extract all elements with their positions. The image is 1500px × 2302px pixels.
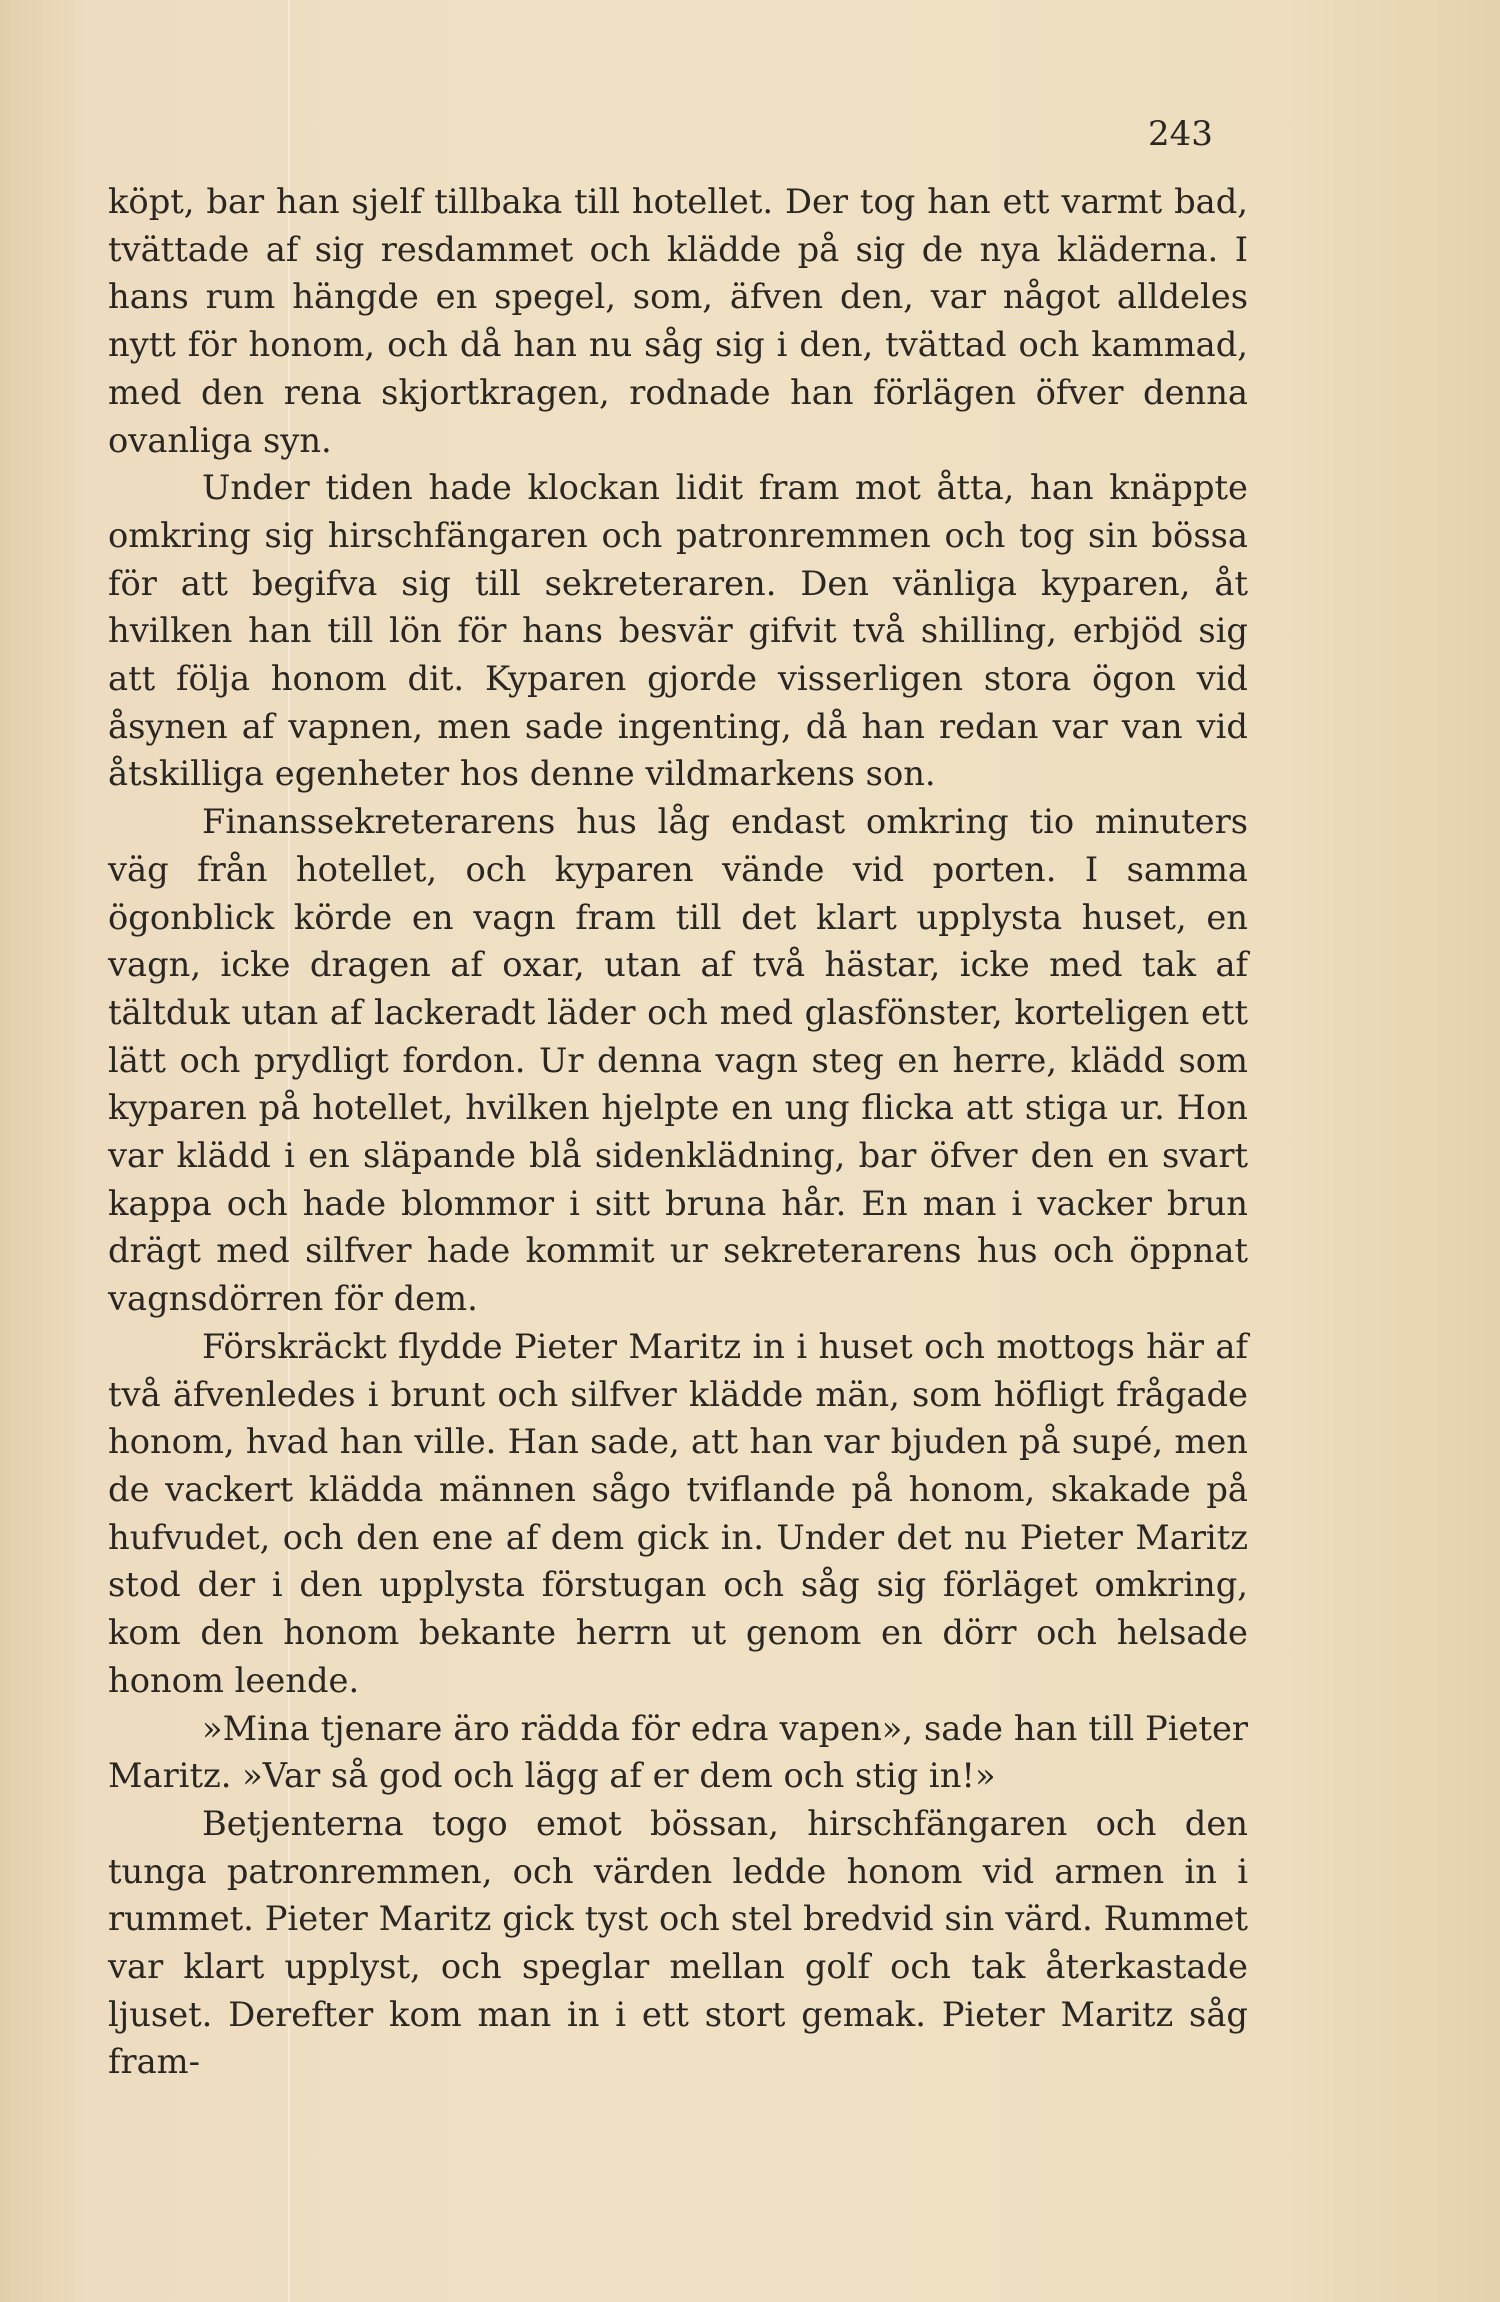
page-number: 243 xyxy=(1148,114,1213,154)
body-text xyxy=(108,178,1248,2086)
paragraph-1: köpt, bar han sjelf tillbaka till hotellet. Der tog han ett varmt bad, tvättade af sig resdammet och klädde på sig de nya kläderna. I hans rum hängde en spegel, som, äfven den, var något alldeles nytt för honom, och då han nu såg sig i den, tvättad och kammad, med den rena skjortkragen, rodnade han förlägen öfver denna ovanliga syn. xyxy=(108,182,1248,460)
paragraph-6: Betjenterna togo emot bössan, hirschfängaren och den tunga patronremmen, och värden ledde honom vid armen in i rummet. Pieter Maritz gick tyst och stel bredvid sin värd. Rummet var klart upplyst, och speglar mellan golf och tak återkastade ljuset. Derefter kom man in i ett stort gemak. Pieter Maritz såg fram- xyxy=(108,1803,1248,2082)
paragraph-2: Under tiden hade klockan lidit fram mot åtta, han knäppte omkring sig hirschfängaren och patronremmen och tog sin bössa för att begifva sig till sekreteraren. Den vänliga kyparen, åt hvilken han till lön för hans besvär gifvit två shilling, erbjöd sig att följa honom dit. Kyparen gjorde visserligen stora ögon vid åsynen af vapnen, men sade ingenting, då han redan var van vid åtskilliga egenheter hos denne vildmarkens son. xyxy=(108,468,1248,794)
paragraph-4: Förskräckt flydde Pieter Maritz in i huset och mottogs här af två äfvenledes i brunt och silfver klädde män, som höfligt frågade honom, hvad han ville. Han sade, att han var bjuden på supé, men de vackert klädda männen sågo tviflande på honom, skakade på hufvudet, och den ene af dem gick in. Under det nu Pieter Maritz stod der i den upplysta förstugan och såg sig förläget omkring, kom den honom bekante herrn ut genom en dörr och helsade honom leende. xyxy=(108,1326,1248,1700)
paragraph-5: »Mina tjenare äro rädda för edra vapen», sade han till Pieter Maritz. »Var så god och lägg af er dem och stig in!» xyxy=(108,1708,1248,1796)
paragraph-3: Finanssekreterarens hus låg endast omkring tio minuters väg från hotellet, och kyparen vände vid porten. I samma ögonblick körde en vagn fram till det klart upplysta huset, en vagn, icke dragen af oxar, utan af två hästar, icke med tak af tältduk utan af lackeradt läder och med glasfönster, korteligen ett lätt och prydligt fordon. Ur denna vagn steg en herre, klädd som kyparen på hotellet, hvilken hjelpte en ung flicka att stiga ur. Hon var klädd i en släpande blå sidenklädning, bar öfver den en svart kappa och hade blommor i sitt bruna hår. En man i vacker brun drägt med silfver hade kommit ur sekreterarens hus och öppnat vagnsdörren för dem. xyxy=(108,802,1248,1319)
